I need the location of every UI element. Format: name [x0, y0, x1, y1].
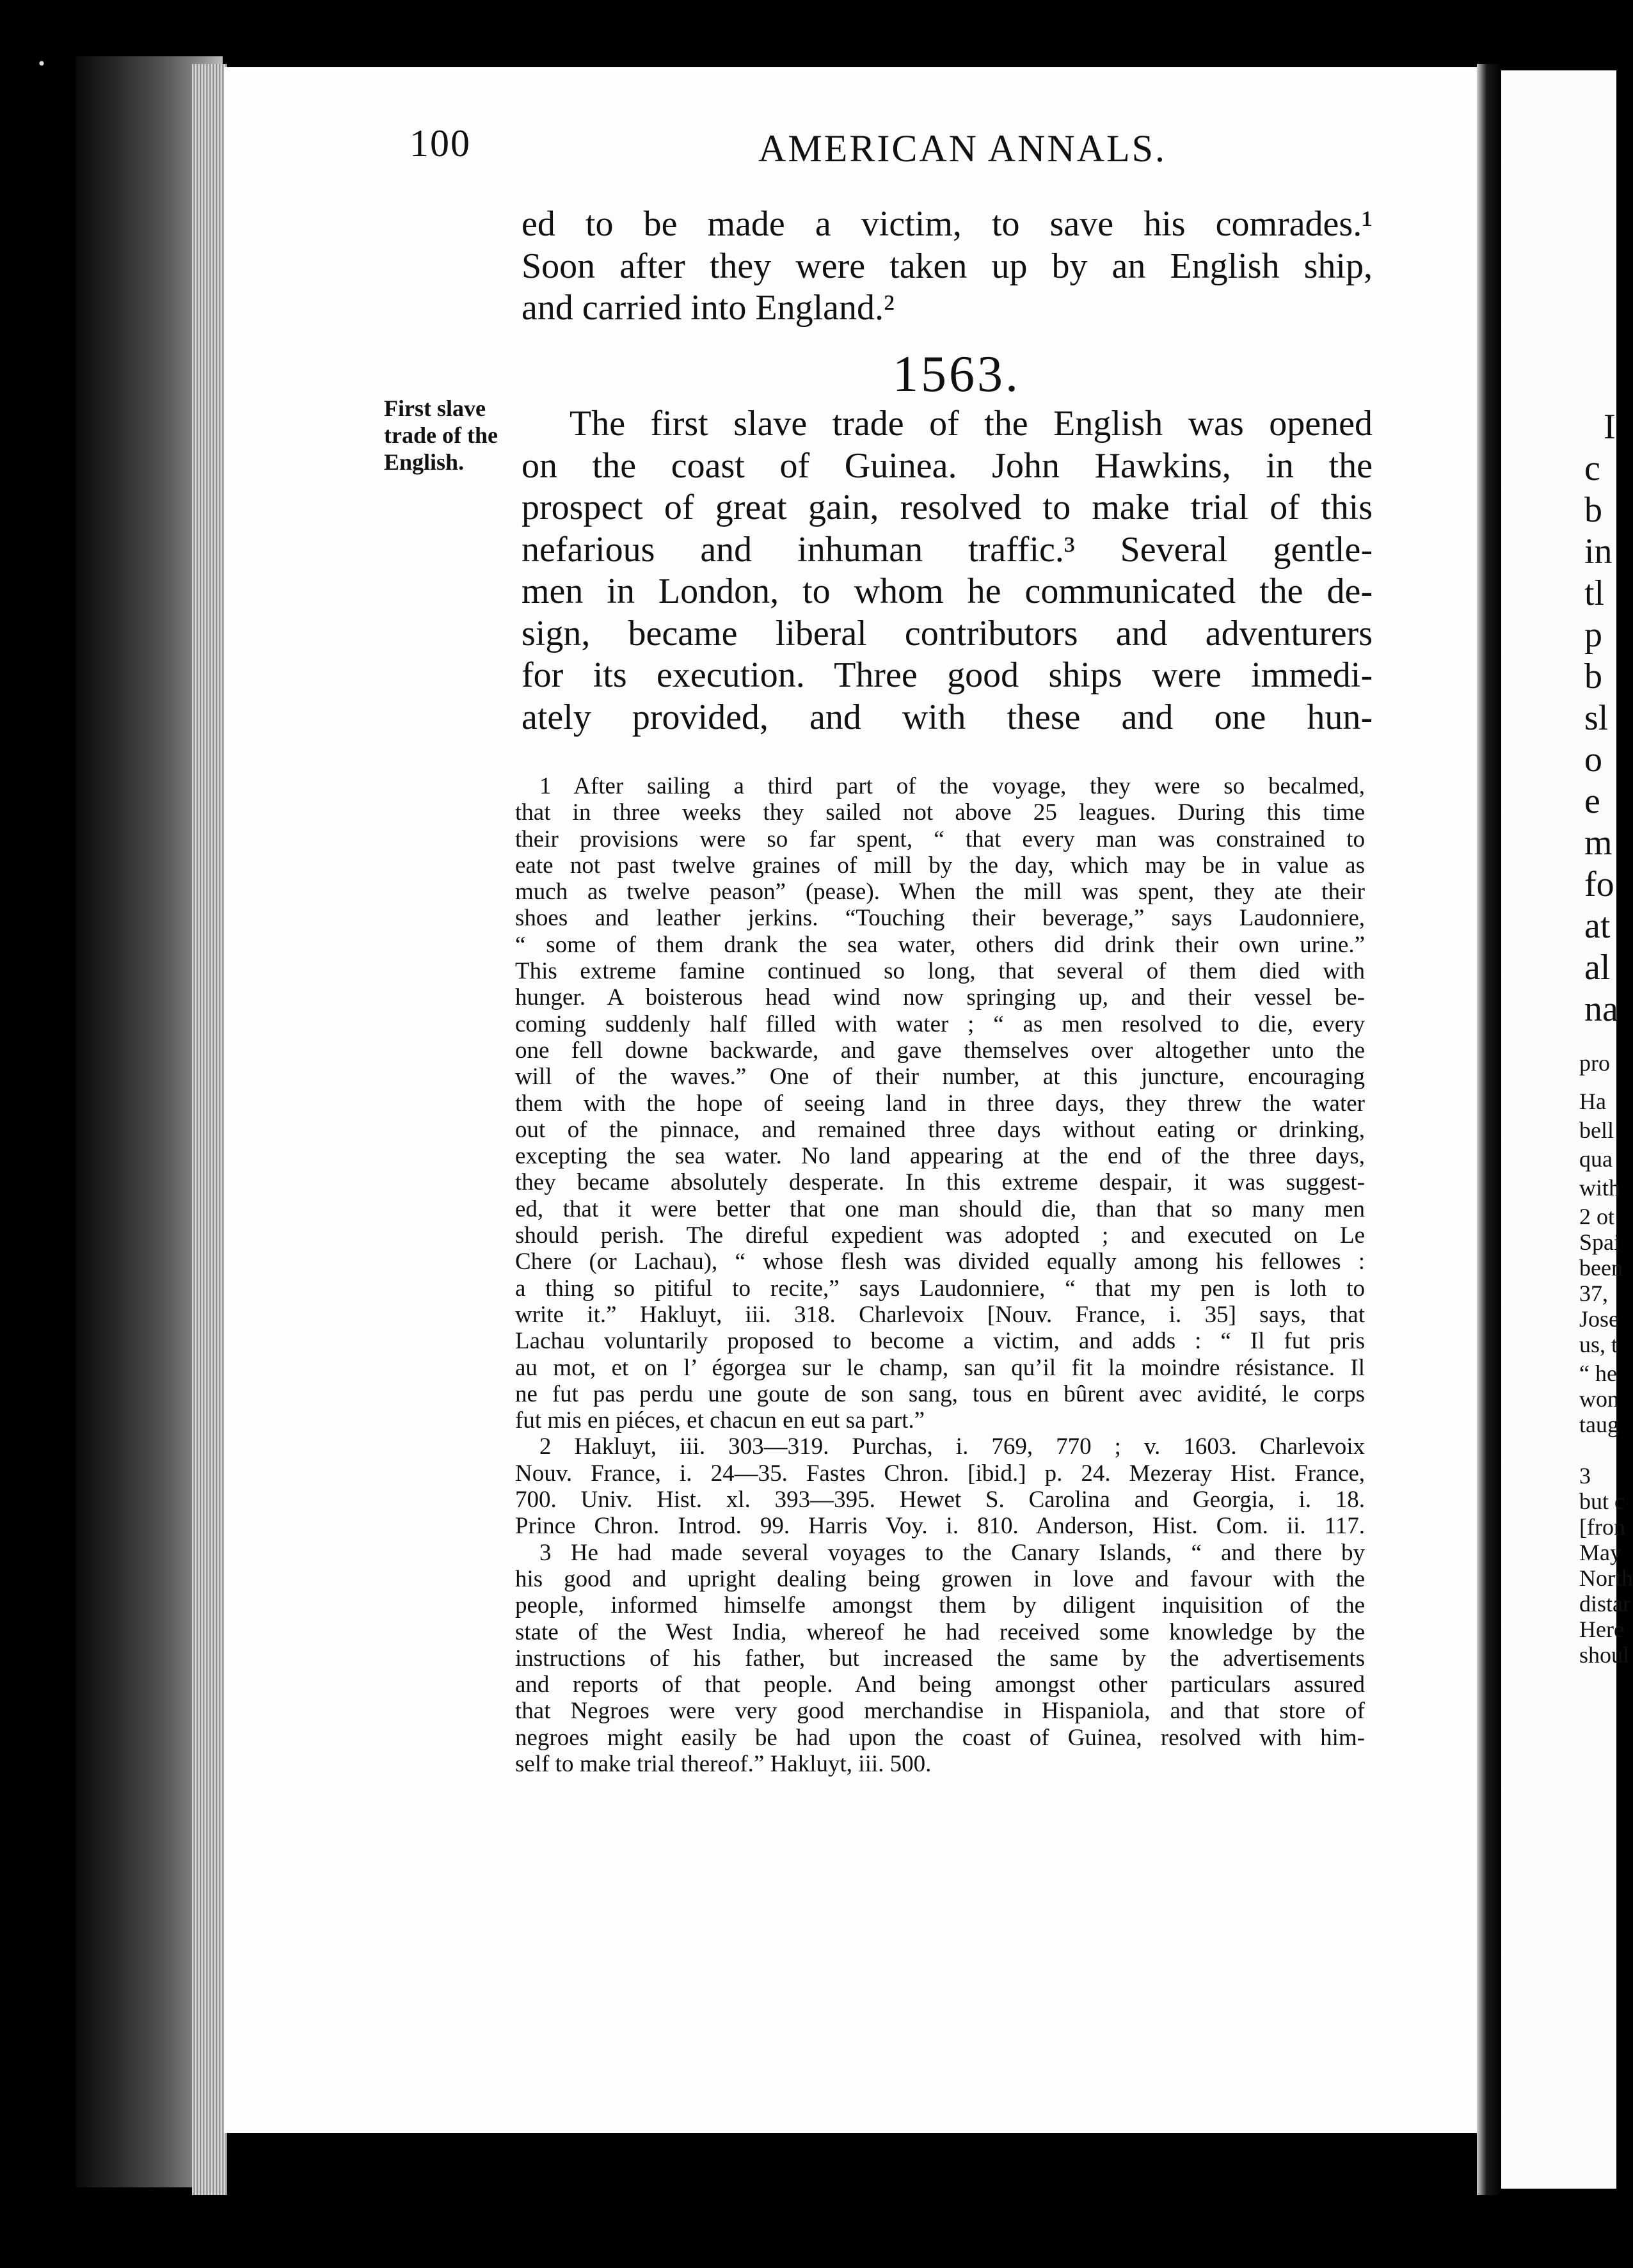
- facing-page-fragment: taug: [1579, 1412, 1619, 1437]
- footnote-line: 1 After sailing a third part of the voyage, they were so becalmed,: [539, 773, 1365, 799]
- footnote-line: their provisions were so far spent, “ that every man was constrained to: [515, 826, 1365, 852]
- footnote-line: should perish. The direful expedient was adopted ; and executed on Le: [515, 1222, 1365, 1249]
- facing-page: [1501, 70, 1633, 2189]
- footnote-line: and reports of that people. And being amongst other particulars assured: [515, 1672, 1365, 1698]
- body-line: on the coast of Guinea. John Hawkins, in the: [522, 445, 1373, 486]
- footnote-line: a thing so pitiful to recite,” says Laudonniere, “ that my pen is loth to: [515, 1275, 1365, 1302]
- facing-page-fragment: at: [1584, 906, 1611, 946]
- footnote-line: one fell downe backwarde, and gave themselves over altogether unto the: [515, 1037, 1365, 1064]
- facing-page-fragment: Jose: [1579, 1306, 1619, 1332]
- footnote-line: hunger. A boisterous head wind now springing up, and their vessel be-: [515, 984, 1365, 1011]
- footnote-line: au mot, et on l’ égorgea sur le champ, san qu’il fit la moindre résistance. Il: [515, 1354, 1365, 1381]
- facing-page-fragment: distar: [1579, 1591, 1630, 1617]
- footnote-line: coming suddenly half filled with water ; “ as men resolved to die, every: [515, 1010, 1365, 1037]
- book-gutter: [1477, 64, 1501, 2195]
- facing-page-fragment: tl: [1584, 573, 1605, 613]
- footnote-line: that Negroes were very good merchandise in Hispaniola, and that store of: [515, 1698, 1365, 1725]
- footnote-line: negroes might easily be had upon the coast of Guinea, resolved with him-: [515, 1724, 1365, 1751]
- facing-page-fragment: shoul: [1579, 1642, 1630, 1668]
- footnote-line: that in three weeks they sailed not above 25 leagues. During this time: [515, 799, 1365, 826]
- footnote-line: ne fut pas perdu une goute de son sang, tous en bûrent avec avidité, le corps: [515, 1380, 1365, 1407]
- facing-page-fragment: 2 ot: [1579, 1204, 1615, 1229]
- facing-page-fragment: Ha: [1579, 1089, 1606, 1114]
- body-line: for its execution. Three good ships were immedi-: [522, 655, 1373, 695]
- facing-page-fragment: na: [1584, 989, 1618, 1029]
- footnote-line: much as twelve peason” (pease). When the mill was spent, they ate their: [515, 879, 1365, 906]
- facing-page-fragment: with: [1579, 1175, 1621, 1201]
- margin-note-line: trade of the: [384, 422, 498, 448]
- footnote-line: Prince Chron. Introd. 99. Harris Voy. i. 810. Anderson, Hist. Com. ii. 117.: [515, 1513, 1365, 1540]
- footnote-line: “ some of them drank the sea water, others did drink their own urine.”: [515, 931, 1365, 958]
- body-line: prospect of great gain, resolved to make trial of this: [522, 488, 1373, 527]
- footnote-line: people, informed himselfe amongst them by diligent inquisition of the: [515, 1592, 1365, 1619]
- facing-page-fragment: m: [1584, 823, 1613, 863]
- page-number: 100: [410, 122, 471, 164]
- facing-page-fragment: o: [1584, 740, 1602, 779]
- footnote-line: write it.” Hakluyt, iii. 318. Charlevoix [Nouv. France, i. 35] says, that: [515, 1301, 1365, 1328]
- facing-page-fragment: us, t: [1579, 1332, 1618, 1357]
- facing-page-fragment: I: [1604, 407, 1616, 447]
- footnote-line: fut mis en piéces, et chacun en eut sa part.”: [515, 1407, 925, 1434]
- footnotes: [515, 773, 1365, 1777]
- footnote-line: his good and upright dealing being growen in love and favour with the: [515, 1565, 1365, 1592]
- facing-page-fragment: in: [1584, 532, 1613, 571]
- footnote-line: them with the hope of seeing land in three days, they threw the water: [515, 1090, 1365, 1117]
- footnote-line: ed, that it were better that one man should die, than that so many men: [515, 1195, 1365, 1222]
- footnote-line: eate not past twelve graines of mill by the day, which may be in value as: [515, 852, 1365, 879]
- facing-page-fragment: 3: [1579, 1463, 1591, 1489]
- footnote-line: state of the West India, whereof he had received some knowledge by the: [515, 1618, 1365, 1645]
- facing-page-fragment: qua: [1579, 1146, 1613, 1172]
- footnote-line: self to make trial thereof.” Hakluyt, iii. 500.: [515, 1750, 932, 1777]
- year-heading: 1563.: [893, 346, 1021, 403]
- footnote-line: shoes and leather jerkins. “Touching their beverage,” says Laudonniere,: [515, 905, 1365, 932]
- running-head: [410, 122, 1167, 179]
- body-text-main: [522, 403, 1373, 739]
- body-text-top: [522, 204, 1373, 330]
- page-stack-edge: [192, 64, 227, 2195]
- footnote-line: 700. Univ. Hist. xl. 393—395. Hewet S. Carolina and Georgia, i. 18.: [515, 1487, 1365, 1513]
- scan-speck: ·: [35, 42, 48, 84]
- margin-note-line: First slave: [384, 395, 486, 421]
- facing-page-fragment: won: [1579, 1386, 1619, 1412]
- facing-page-fragment: Spai: [1579, 1229, 1621, 1255]
- body-line: Soon after they were taken up by an English ship,: [522, 246, 1373, 286]
- body-line: and carried into England.²: [522, 288, 895, 328]
- facing-page-fragment: c: [1584, 449, 1600, 488]
- facing-page-fragment: but c: [1579, 1489, 1625, 1514]
- footnote-line: excepting the sea water. No land appearing at the end of the three days,: [515, 1143, 1365, 1170]
- facing-page-fragment: fo: [1584, 865, 1614, 904]
- footnote-line: out of the pinnace, and remained three days without eating or drinking,: [515, 1116, 1365, 1143]
- facing-page-fragment: b: [1584, 657, 1602, 696]
- footnote-line: This extreme famine continued so long, that several of them died with: [515, 958, 1365, 985]
- facing-page-fragment: pro: [1579, 1050, 1610, 1076]
- body-line: The first slave trade of the English was opened: [570, 404, 1373, 443]
- facing-page-fragment: sl: [1584, 698, 1609, 738]
- facing-page-fragment: b: [1584, 490, 1602, 530]
- facing-page-fragment: North: [1579, 1565, 1633, 1591]
- running-title: AMERICAN ANNALS.: [758, 127, 1167, 170]
- footnote-line: 2 Hakluyt, iii. 303—319. Purchas, i. 769, 770 ; v. 1603. Charlevoix: [539, 1433, 1365, 1460]
- facing-page-fragment: been: [1579, 1255, 1623, 1281]
- body-line: sign, became liberal contributors and adventurers: [522, 613, 1373, 653]
- footnote-line: Nouv. France, i. 24—35. Fastes Chron. [ibid.] p. 24. Mezeray Hist. France,: [515, 1460, 1365, 1487]
- margin-note-line: English.: [384, 449, 465, 475]
- footnote-line: instructions of his father, but increased the same by the advertisements: [515, 1645, 1365, 1672]
- body-line: men in London, to whom he communicated the de-: [522, 571, 1373, 611]
- footnote-line: Lachau voluntarily proposed to become a victim, and adds : “ Il fut pris: [515, 1328, 1365, 1355]
- facing-page-fragment: May: [1579, 1540, 1621, 1565]
- margin-note: [384, 395, 518, 475]
- facing-page-fragment: p: [1584, 615, 1602, 655]
- body-line: ately provided, and with these and one hun-: [522, 697, 1373, 737]
- facing-page-fragment: “ he: [1579, 1361, 1617, 1386]
- footnote-line: they became absolutely desperate. In this extreme despair, it was suggest-: [515, 1169, 1365, 1196]
- facing-page-fragment: [fron: [1579, 1514, 1625, 1540]
- body-line: nefarious and inhuman traffic.³ Several gentle-: [522, 529, 1373, 570]
- facing-page-fragment: al: [1584, 948, 1611, 987]
- body-line: ed to be made a victim, to save his comrades.¹: [522, 204, 1373, 244]
- footnote-line: 3 He had made several voyages to the Canary Islands, “ and there by: [539, 1539, 1365, 1566]
- facing-page-fragment: e: [1584, 781, 1600, 821]
- footnote-line: will of the waves.” One of their number, at this juncture, encouraging: [515, 1064, 1365, 1090]
- facing-page-fragment: bell: [1579, 1117, 1614, 1143]
- footnote-line: Chere (or Lachau), “ whose flesh was divided equally among his fellowes :: [515, 1249, 1365, 1275]
- facing-page-fragment: 37,: [1579, 1281, 1608, 1306]
- facing-page-fragment: Here: [1579, 1617, 1624, 1642]
